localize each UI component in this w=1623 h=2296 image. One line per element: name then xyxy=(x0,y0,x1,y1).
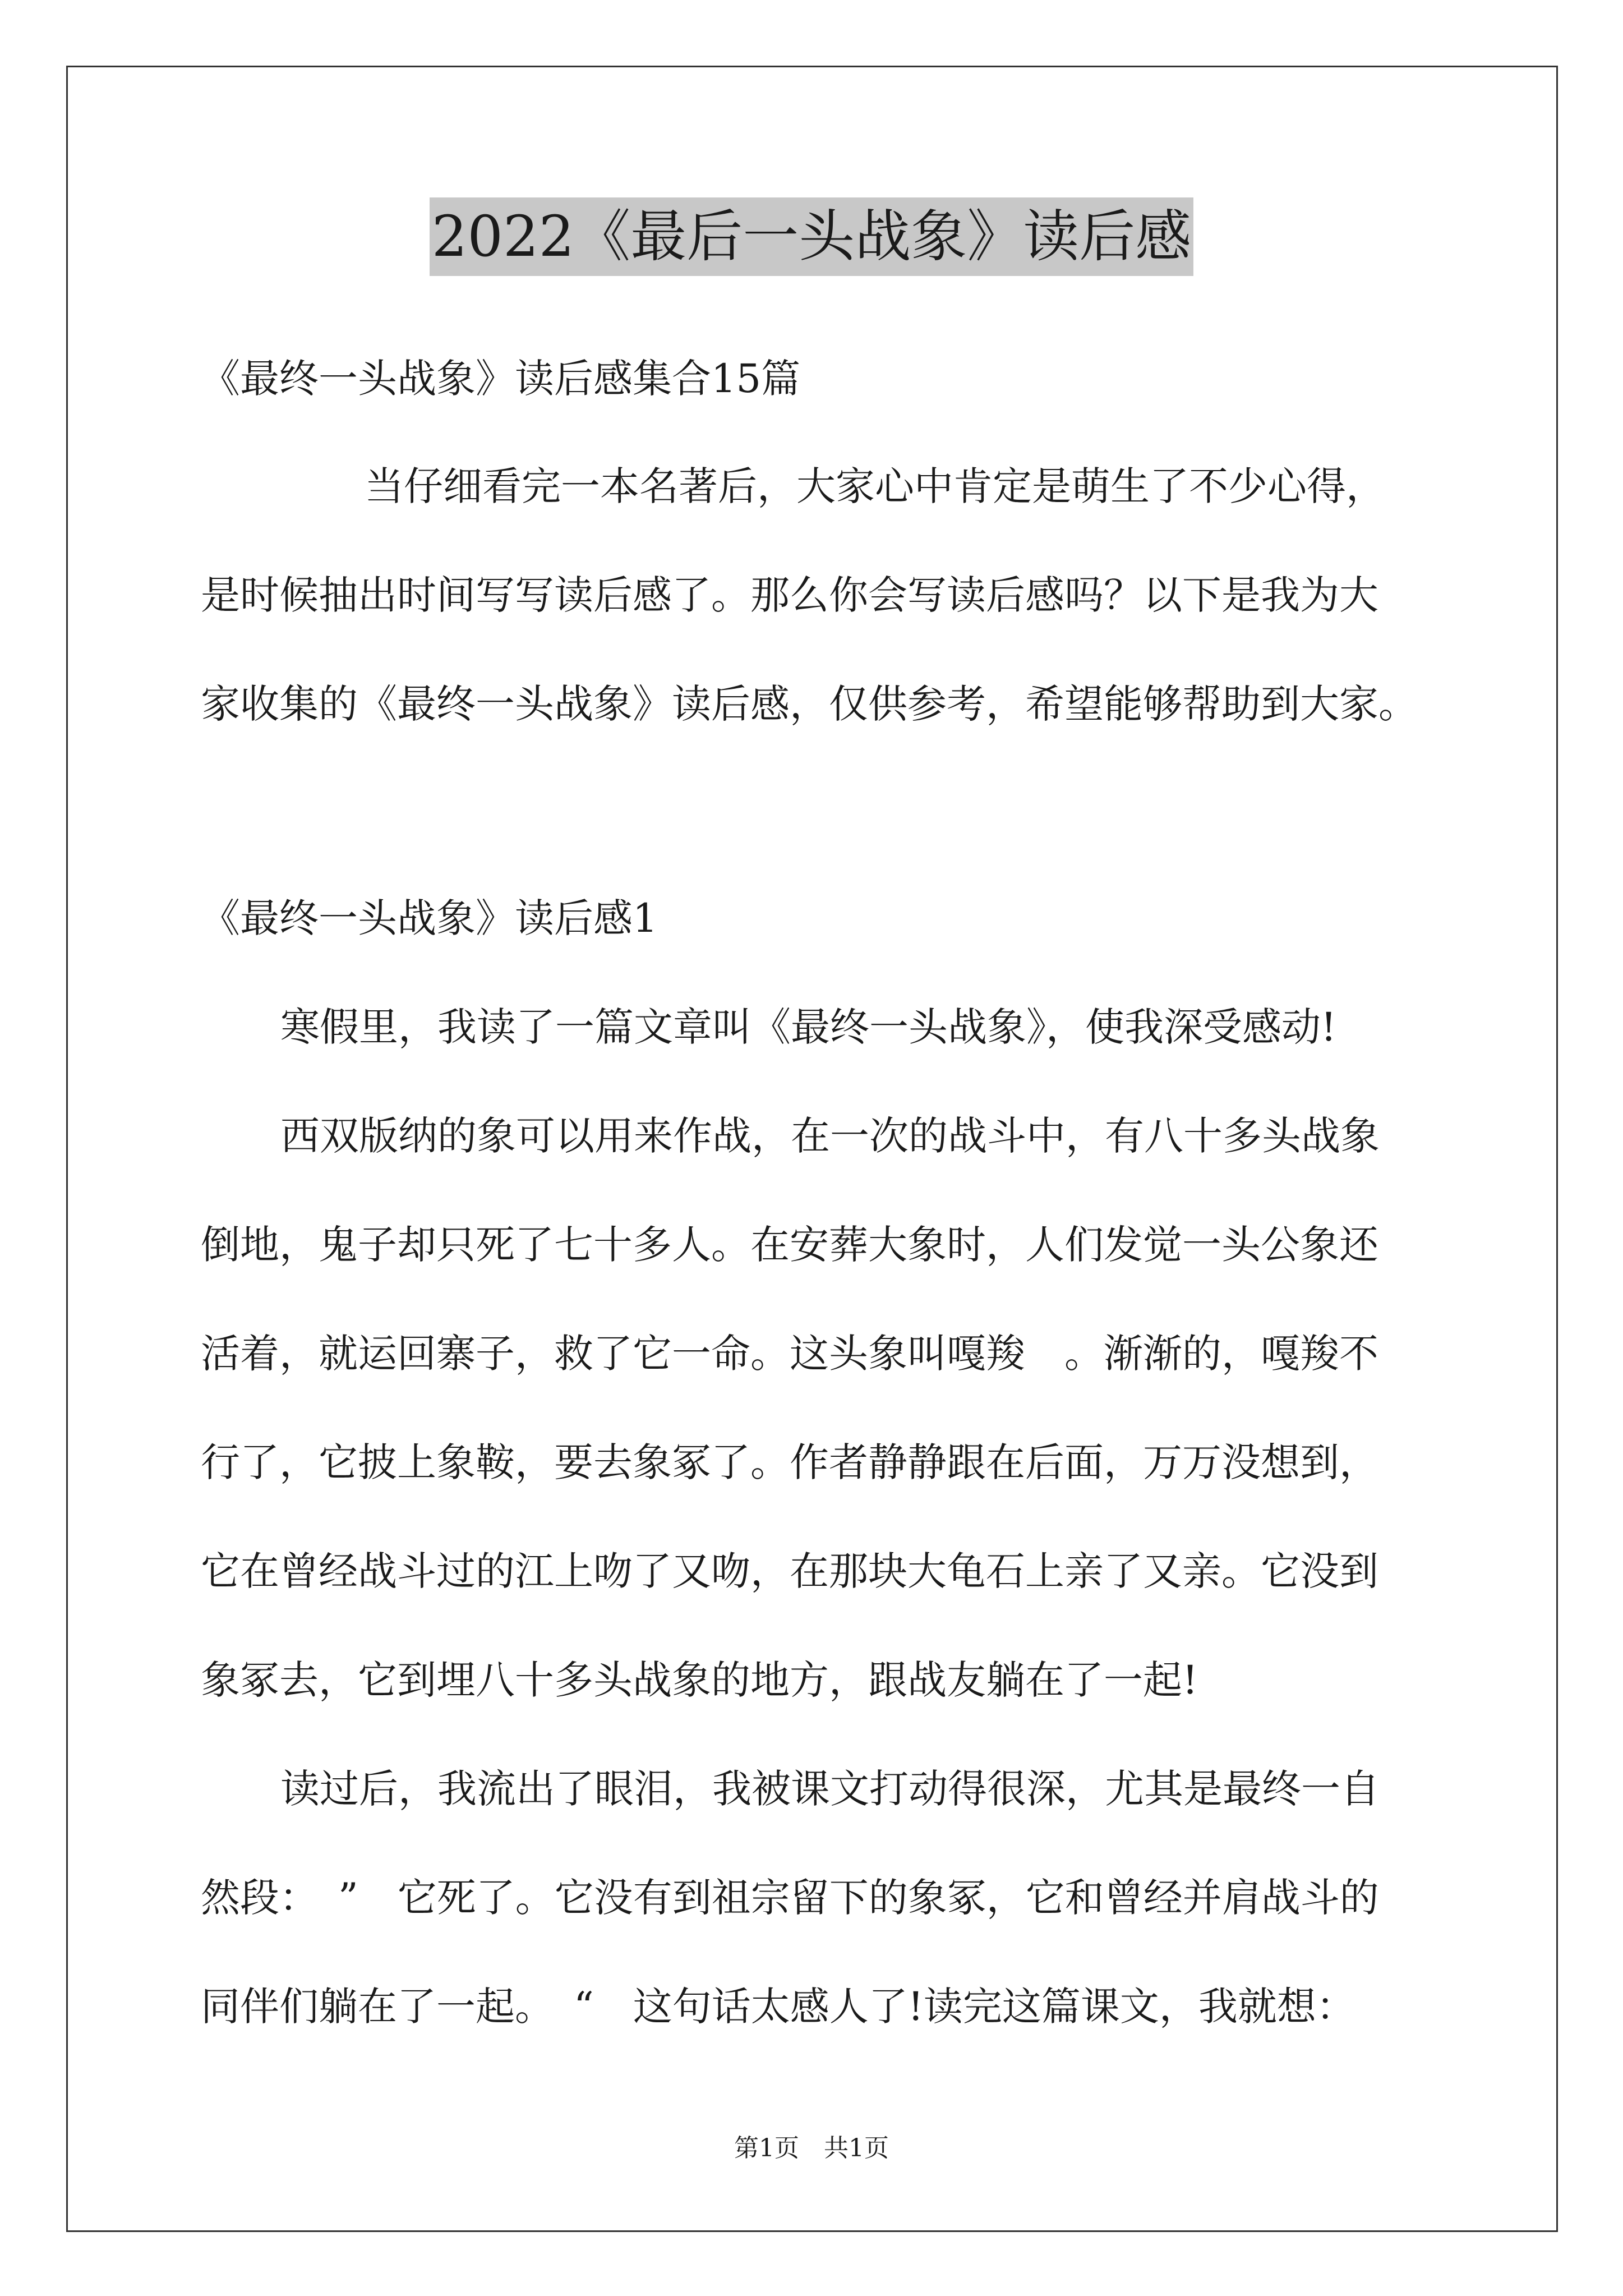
body-line: 读过后，我流出了眼泪，我被课文打动得很深，尤其是最终一自 xyxy=(280,1766,1380,1812)
intro-line: 是时候抽出时间写写读后感了。那么你会写读后感吗？以下是我为大 xyxy=(201,572,1378,618)
document-title: 2022《最后一头战象》读后感 xyxy=(430,197,1194,276)
section-heading: 《最终一头战象》读后感1 xyxy=(201,895,658,941)
body-line: 寒假里，我读了一篇文章叫《最终一头战象》，使我深受感动! xyxy=(280,1004,1337,1050)
body-line: 行了，它披上象鞍，要去象冢了。作者静静跟在后面，万万没想到， xyxy=(201,1439,1378,1485)
body-line: 倒地，鬼子却只死了七十多人。在安葬大象时，人们发觉一头公象还 xyxy=(201,1222,1378,1268)
intro-line: 当仔细看完一本名著后，大家心中肯定是萌生了不少心得， xyxy=(365,463,1385,509)
page-footer: 第1页 共1页 xyxy=(734,2134,889,2162)
title-container xyxy=(0,197,1623,276)
body-line: 同伴们躺在了一起。 “ 这句话太感人了!读完这篇课文，我就想： xyxy=(201,1984,1355,2030)
body-line: 活着，就运回寨子，救了它一命。这头象叫嘎羧 。渐渐的，嘎羧不 xyxy=(201,1331,1378,1377)
document-subtitle: 《最终一头战象》读后感集合15篇 xyxy=(201,356,801,402)
body-line: 西双版纳的象可以用来作战，在一次的战斗中，有八十多头战象 xyxy=(280,1113,1380,1159)
body-line: 象冢去，它到埋八十多头战象的地方，跟战友躺在了一起! xyxy=(201,1657,1198,1703)
intro-line: 家收集的《最终一头战象》读后感，仅供参考，希望能够帮助到大家。 xyxy=(201,681,1418,727)
body-line: 然段： ” 它死了。它没有到祖宗留下的象冢，它和曾经并肩战斗的 xyxy=(201,1875,1379,1921)
body-line: 它在曾经战斗过的江上吻了又吻，在那块大龟石上亲了又亲。它没到 xyxy=(201,1548,1378,1594)
